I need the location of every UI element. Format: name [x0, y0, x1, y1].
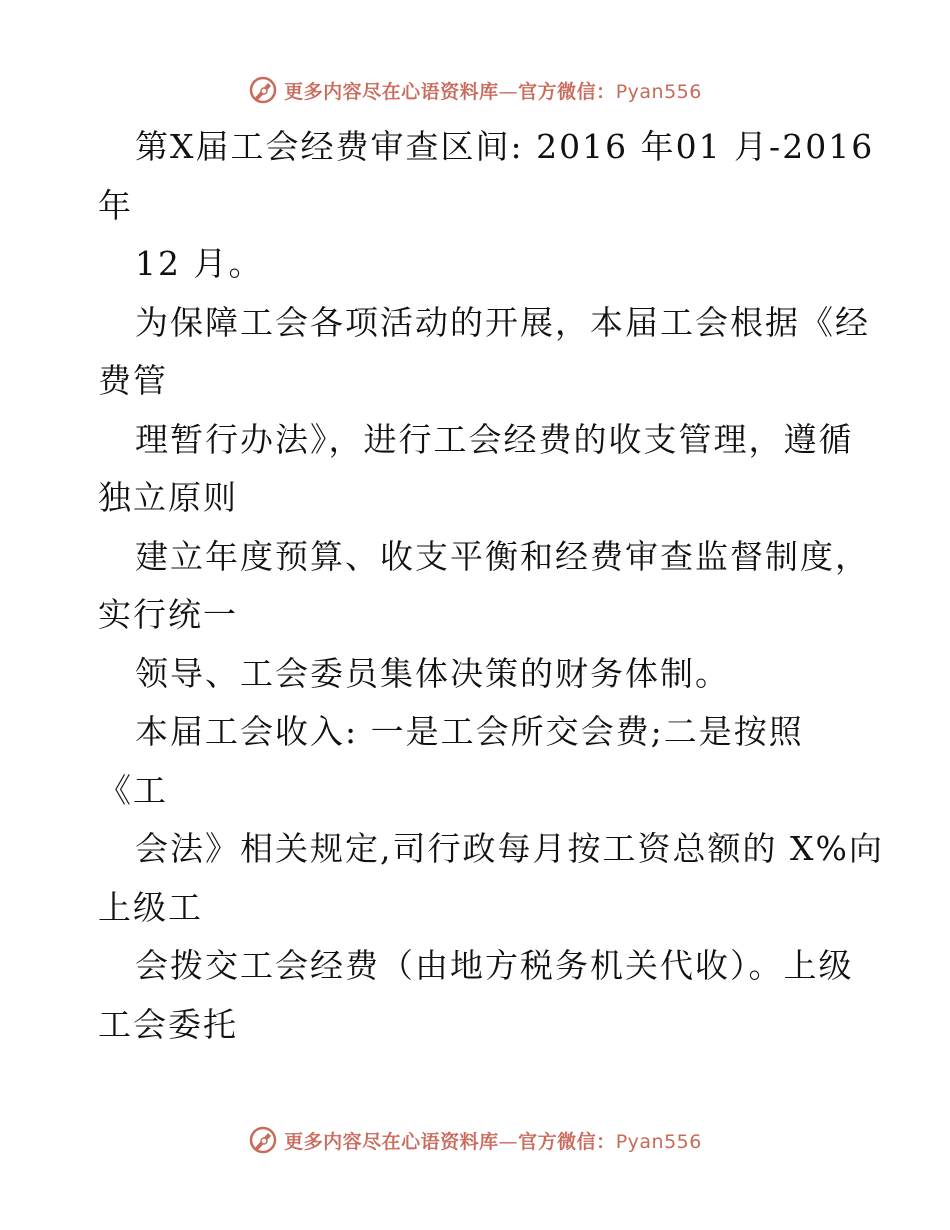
body-line: 领导、工会委员集体决策的财务体制。 [135, 653, 730, 693]
watermark-text: 更多内容尽在心语资料库—官方微信：Pyan556 [284, 1130, 702, 1153]
body-line: 工会委托 [98, 1004, 238, 1044]
body-line: 会法》相关规定,司行政每月按工资总额的 X%向 [135, 829, 884, 868]
document-body [98, 118, 884, 1054]
body-line: 年 [98, 185, 133, 225]
body-line: 独立原则 [98, 478, 238, 517]
pen-logo-icon [248, 75, 278, 105]
watermark-text: 更多内容尽在心语资料库—官方微信：Pyan556 [284, 80, 702, 103]
body-line: 建立年度预算、收支平衡和经费审查监督制度， [135, 536, 870, 576]
body-line: 会拨交工会经费（由地方税务机关代收）。上级 [135, 946, 854, 985]
body-line: 《工 [98, 770, 168, 810]
body-line: 费管 [98, 361, 168, 400]
watermark-header [0, 70, 950, 110]
body-line: 本届工会收入: 一是工会所交会费;二是按照 [135, 712, 804, 751]
pen-logo-icon [248, 1125, 278, 1155]
body-line: 实行统一 [98, 595, 238, 634]
body-line: 12 月。 [135, 244, 264, 283]
body-line: 为保障工会各项活动的开展，本届工会根据《经 [135, 302, 870, 342]
body-line: 理暂行办法》，进行工会经费的收支管理，遵循 [135, 419, 854, 459]
body-line: 上级工 [98, 887, 203, 927]
body-line: 第X届工会经费审查区间: 2016 年01 月-2016 [135, 127, 875, 166]
watermark-footer [0, 1120, 950, 1160]
